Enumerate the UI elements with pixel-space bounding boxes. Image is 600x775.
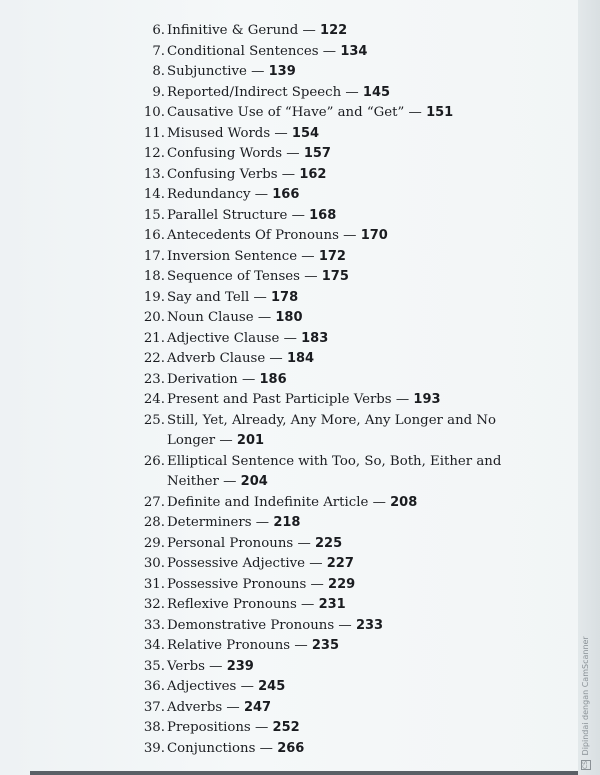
- entry-number: 18.: [143, 269, 165, 284]
- entry-page-number: 139: [268, 64, 296, 79]
- entry-dash: —: [282, 146, 304, 161]
- entry-page-number: 168: [309, 207, 337, 223]
- entry-title: Redundancy: [167, 187, 251, 202]
- entry-number: 10.: [143, 105, 165, 120]
- entry-title: Conditional Sentences: [167, 43, 319, 59]
- entry-page-number: 204: [240, 474, 268, 489]
- toc-entry-38: [128, 718, 548, 739]
- entry-page-number: 225: [314, 535, 343, 551]
- entry-page-number: 229: [328, 576, 356, 592]
- entry-title: Say and Tell: [167, 289, 250, 305]
- page-bottom-edge: [30, 771, 578, 775]
- entry-dash: —: [298, 23, 321, 38]
- entry-number: 27.: [143, 494, 165, 510]
- toc-entry-10: [128, 103, 548, 124]
- entry-number: 33.: [143, 617, 165, 633]
- entry-dash: —: [215, 433, 237, 448]
- toc-entry-6: [128, 21, 548, 42]
- entry-page-number: 231: [318, 597, 346, 612]
- entry-page-number: 184: [286, 351, 315, 366]
- entry-title: Infinitive & Gerund: [167, 23, 299, 38]
- entry-dash: —: [222, 699, 244, 715]
- camscanner-watermark: [581, 636, 597, 770]
- entry-dash: —: [304, 556, 327, 571]
- entry-page-number: 201: [236, 433, 265, 448]
- entry-number: 9.: [152, 84, 165, 100]
- entry-number: 39.: [143, 740, 165, 756]
- entry-number: 26.: [143, 453, 165, 469]
- entry-title: Sequence of Tenses: [167, 269, 300, 284]
- entry-number: 7.: [152, 43, 165, 59]
- entry-number: 12.: [143, 146, 165, 161]
- toc-entry-37: [128, 698, 548, 719]
- entry-title: Confusing Words: [167, 146, 283, 161]
- entry-dash: —: [334, 617, 356, 633]
- toc-entry-20: [128, 308, 548, 329]
- entry-number: 13.: [143, 166, 165, 182]
- toc-entry-9: [128, 83, 548, 104]
- entry-title: Possessive Pronouns: [167, 576, 307, 592]
- entry-title: Definite and Indefinite Article: [167, 494, 369, 510]
- entry-page-number: 162: [299, 166, 327, 182]
- entry-title: Antecedents Of Pronouns: [167, 228, 339, 243]
- entry-dash: —: [279, 330, 302, 346]
- entry-title: Derivation: [167, 371, 238, 387]
- entry-number: 19.: [143, 289, 165, 305]
- entry-dash: —: [391, 392, 414, 407]
- entry-dash: —: [287, 207, 310, 223]
- entry-number: 14.: [143, 187, 165, 202]
- toc-entry-32: [128, 595, 548, 616]
- camscanner-icon: CS: [582, 761, 589, 769]
- entry-dash: —: [318, 43, 341, 59]
- entry-page-number: 193: [413, 392, 441, 407]
- entry-dash: —: [368, 494, 391, 510]
- entry-dash: —: [404, 105, 427, 120]
- entry-title: Inversion Sentence: [167, 248, 298, 264]
- entry-number: 30.: [143, 556, 165, 571]
- entry-title: Confusing Verbs: [167, 166, 278, 182]
- entry-dash: —: [338, 228, 361, 243]
- toc-entry-14: [128, 185, 548, 206]
- toc-entry-27: [128, 493, 548, 514]
- entry-title: Elliptical Sentence with Too, So, Both, Either and Neither: [167, 453, 502, 489]
- entry-dash: —: [290, 638, 312, 653]
- entry-number: 17.: [143, 248, 165, 264]
- entry-title: Personal Pronouns: [167, 535, 294, 551]
- entry-title: Demonstrative Pronouns: [167, 617, 335, 633]
- entry-dash: —: [249, 289, 271, 305]
- entry-dash: —: [306, 576, 329, 592]
- entry-number: 23.: [143, 371, 165, 387]
- entry-page-number: 172: [318, 248, 346, 264]
- entry-number: 16.: [143, 228, 165, 243]
- toc-entry-30: [128, 554, 548, 575]
- entry-number: 25.: [143, 412, 165, 428]
- entry-title: Relative Pronouns: [167, 638, 291, 653]
- entry-dash: —: [297, 248, 319, 264]
- entry-number: 34.: [143, 638, 165, 653]
- toc-entry-31: [128, 575, 548, 596]
- entry-title: Noun Clause: [167, 310, 254, 325]
- toc-entry-17: [128, 247, 548, 268]
- entry-page-number: 175: [321, 269, 349, 284]
- entry-dash: —: [218, 474, 241, 489]
- toc-entry-11: [128, 124, 548, 145]
- entry-number: 35.: [143, 658, 165, 674]
- entry-title: Prepositions: [167, 720, 251, 735]
- toc-entry-34: [128, 636, 548, 657]
- entry-number: 8.: [152, 64, 165, 79]
- entry-page-number: 145: [362, 84, 391, 100]
- entry-page-number: 247: [243, 699, 272, 715]
- entry-page-number: 227: [326, 556, 354, 571]
- entry-dash: —: [296, 597, 319, 612]
- entry-number: 22.: [143, 351, 165, 366]
- entry-page-number: 180: [275, 310, 303, 325]
- entry-page-number: 157: [303, 146, 331, 161]
- entry-dash: —: [250, 187, 273, 202]
- entry-dash: —: [246, 64, 269, 79]
- entry-dash: —: [270, 125, 292, 141]
- entry-title: Adverbs: [167, 699, 223, 715]
- entry-dash: —: [236, 679, 259, 694]
- toc-entry-39: [128, 739, 548, 760]
- entry-page-number: 183: [301, 330, 329, 346]
- entry-number: 20.: [143, 310, 165, 325]
- entry-title: Misused Words: [167, 125, 271, 141]
- entry-title: Causative Use of “Have” and “Get”: [167, 105, 405, 120]
- toc-entry-33: [128, 616, 548, 637]
- entry-page-number: 235: [311, 638, 339, 653]
- entry-title: Conjunctions: [167, 740, 256, 756]
- entry-page-number: 186: [259, 371, 287, 387]
- entry-title: Adverb Clause: [167, 351, 266, 366]
- entry-number: 36.: [143, 679, 165, 694]
- entry-dash: —: [251, 515, 274, 530]
- entry-title: Adjective Clause: [167, 330, 280, 346]
- entry-dash: —: [277, 166, 300, 182]
- entry-title: Reflexive Pronouns: [167, 597, 297, 612]
- entry-dash: —: [253, 310, 276, 325]
- toc-entry-28: [128, 513, 548, 534]
- entry-number: 24.: [143, 392, 165, 407]
- entry-number: 37.: [143, 699, 165, 715]
- entry-dash: —: [341, 84, 363, 100]
- entry-page-number: 122: [320, 23, 348, 38]
- toc-entry-12: [128, 144, 548, 165]
- entry-dash: —: [237, 371, 260, 387]
- toc-entry-8: [128, 62, 548, 83]
- entry-title: Possessive Adjective: [167, 556, 305, 571]
- entry-dash: —: [293, 535, 315, 551]
- toc-entry-29: [128, 534, 548, 555]
- entry-number: 32.: [143, 597, 165, 612]
- entry-title: Determiners: [167, 515, 252, 530]
- entry-number: 31.: [143, 576, 165, 592]
- entry-number: 28.: [143, 515, 165, 530]
- entry-dash: —: [299, 269, 322, 284]
- entry-title: Still, Yet, Already, Any More, Any Longer and No Longer: [167, 412, 497, 448]
- entry-page-number: 208: [390, 494, 418, 510]
- entry-page-number: 239: [226, 658, 254, 674]
- toc-entry-25: [128, 411, 548, 452]
- entry-number: 38.: [143, 720, 165, 735]
- toc-entry-7: [128, 42, 548, 63]
- entry-number: 11.: [143, 125, 165, 141]
- toc-entry-15: [128, 206, 548, 227]
- entry-page-number: 154: [291, 125, 320, 141]
- entry-number: 6.: [152, 23, 165, 38]
- table-of-contents: [128, 21, 548, 759]
- entry-dash: —: [255, 740, 278, 756]
- entry-page-number: 178: [270, 289, 299, 305]
- entry-page-number: 151: [426, 105, 454, 120]
- entry-title: Present and Past Participle Verbs: [167, 392, 392, 407]
- entry-dash: —: [204, 658, 227, 674]
- entry-title: Parallel Structure: [167, 207, 288, 223]
- watermark-text: Dipindai dengan CamScanner: [581, 636, 590, 756]
- entry-number: 15.: [143, 207, 165, 223]
- entry-title: Reported/Indirect Speech: [167, 84, 342, 100]
- toc-entry-21: [128, 329, 548, 350]
- toc-entry-24: [128, 390, 548, 411]
- toc-entry-16: [128, 226, 548, 247]
- entry-page-number: 134: [340, 43, 368, 59]
- toc-entry-26: [128, 452, 548, 493]
- toc-entry-18: [128, 267, 548, 288]
- toc-entry-22: [128, 349, 548, 370]
- entry-dash: —: [265, 351, 287, 366]
- entry-dash: —: [250, 720, 273, 735]
- entry-title: Adjectives: [167, 679, 237, 694]
- entry-number: 29.: [143, 535, 165, 551]
- entry-number: 21.: [143, 330, 165, 346]
- entry-page-number: 266: [277, 740, 305, 756]
- toc-entry-23: [128, 370, 548, 391]
- entry-page-number: 245: [258, 679, 286, 694]
- entry-title: Verbs: [167, 658, 205, 674]
- toc-entry-13: [128, 165, 548, 186]
- entry-page-number: 233: [355, 617, 384, 633]
- toc-entry-19: [128, 288, 548, 309]
- entry-page-number: 218: [273, 515, 301, 530]
- entry-page-number: 252: [272, 720, 300, 735]
- entry-page-number: 166: [272, 187, 300, 202]
- entry-title: Subjunctive: [167, 64, 247, 79]
- toc-entry-36: [128, 677, 548, 698]
- toc-entry-35: [128, 657, 548, 678]
- entry-page-number: 170: [360, 228, 388, 243]
